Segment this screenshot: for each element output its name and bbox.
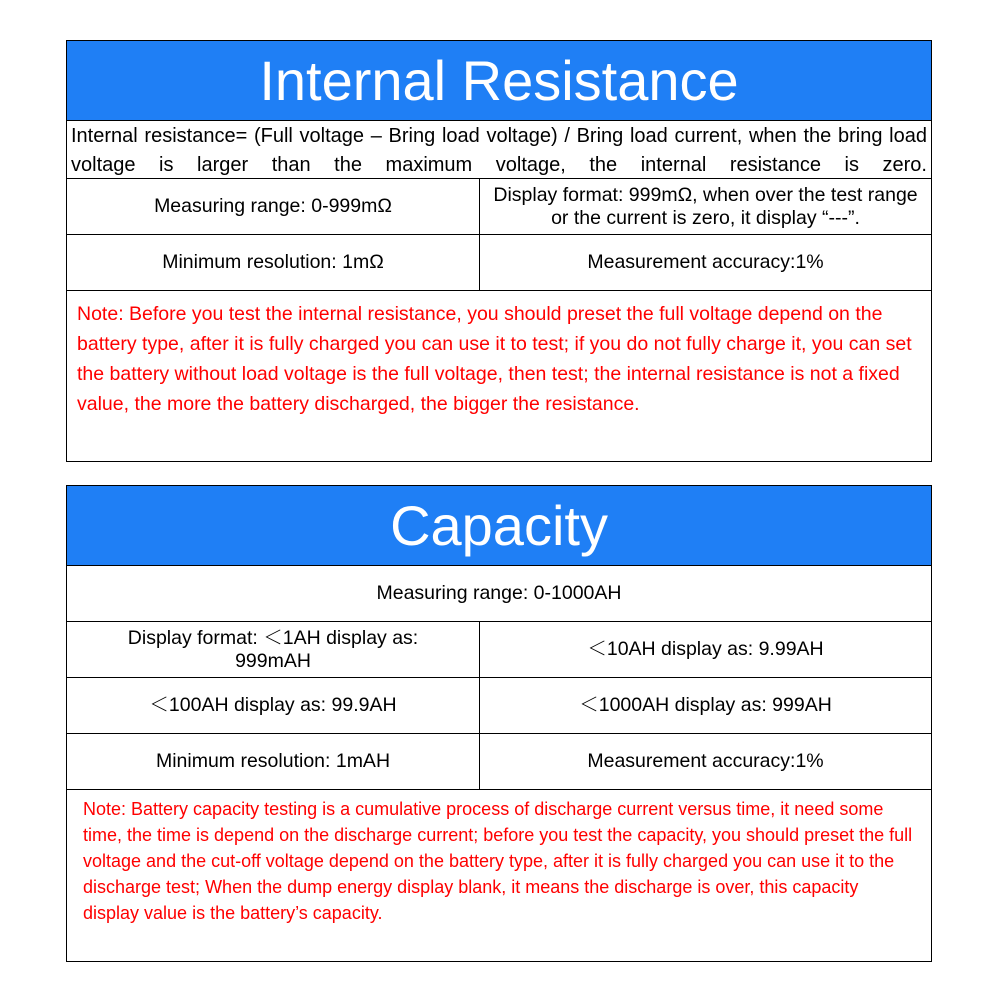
cap-resolution-row <box>67 734 931 790</box>
cap-display-100ah: ＜100AH display as: 99.9AH <box>67 678 480 733</box>
ir-display-format: Display format: 999mΩ, when over the test range or the current is zero, it display “---”. <box>493 184 918 229</box>
capacity-title: Capacity <box>67 486 931 566</box>
ir-note: Note: Before you test the internal resistance, you should preset the full voltage depend on the battery type, after it is fully charged you can use it to test; if you do not fully charge it, you can set the battery without load voltage is the full voltage, then test; the internal resistance is not a fixed value, the more the battery discharged, the bigger the resistance. <box>77 303 912 415</box>
cap-range-row <box>67 566 931 622</box>
capacity-panel <box>66 485 932 962</box>
cap-minimum-resolution: Minimum resolution: 1mAH <box>67 734 480 789</box>
internal-resistance-formula: Internal resistance= (Full voltage – Bring load voltage) / Bring load current, when the bring load voltage is larger than the maximum voltage, the internal resistance is zero. <box>67 121 931 179</box>
cap-display-10ah: ＜10AH display as: 9.99AH <box>587 638 824 661</box>
cap-display-1000ah: ＜1000AH display as: 999AH <box>579 694 832 717</box>
cap-display-format-1ah: Display format: ＜1AH display as: 999mAH <box>67 622 480 677</box>
cap-measuring-range: Measuring range: 0-1000AH <box>376 582 622 605</box>
cap-format-row-2 <box>67 678 931 734</box>
ir-resolution-row <box>67 235 931 291</box>
cap-format-row-1 <box>67 622 931 678</box>
ir-measuring-range: Measuring range: 0-999mΩ <box>67 179 480 234</box>
cap-note: Note: Battery capacity testing is a cumulative process of discharge current versus time, it need some time, the time is depend on the discharge current; before you test the capacity, you should preset the full voltage and the cut-off voltage depend on the battery type, after it is fully charged you can use it to the discharge test; When the dump energy display blank, it means the discharge is over, this capacity display value is the battery’s capacity. <box>83 799 913 923</box>
internal-resistance-panel <box>66 40 932 462</box>
ir-range-row <box>67 179 931 235</box>
cap-measurement-accuracy: Measurement accuracy:1% <box>587 750 824 773</box>
ir-minimum-resolution: Minimum resolution: 1mΩ <box>67 235 480 290</box>
ir-measurement-accuracy: Measurement accuracy:1% <box>587 251 824 274</box>
internal-resistance-title: Internal Resistance <box>67 41 931 121</box>
